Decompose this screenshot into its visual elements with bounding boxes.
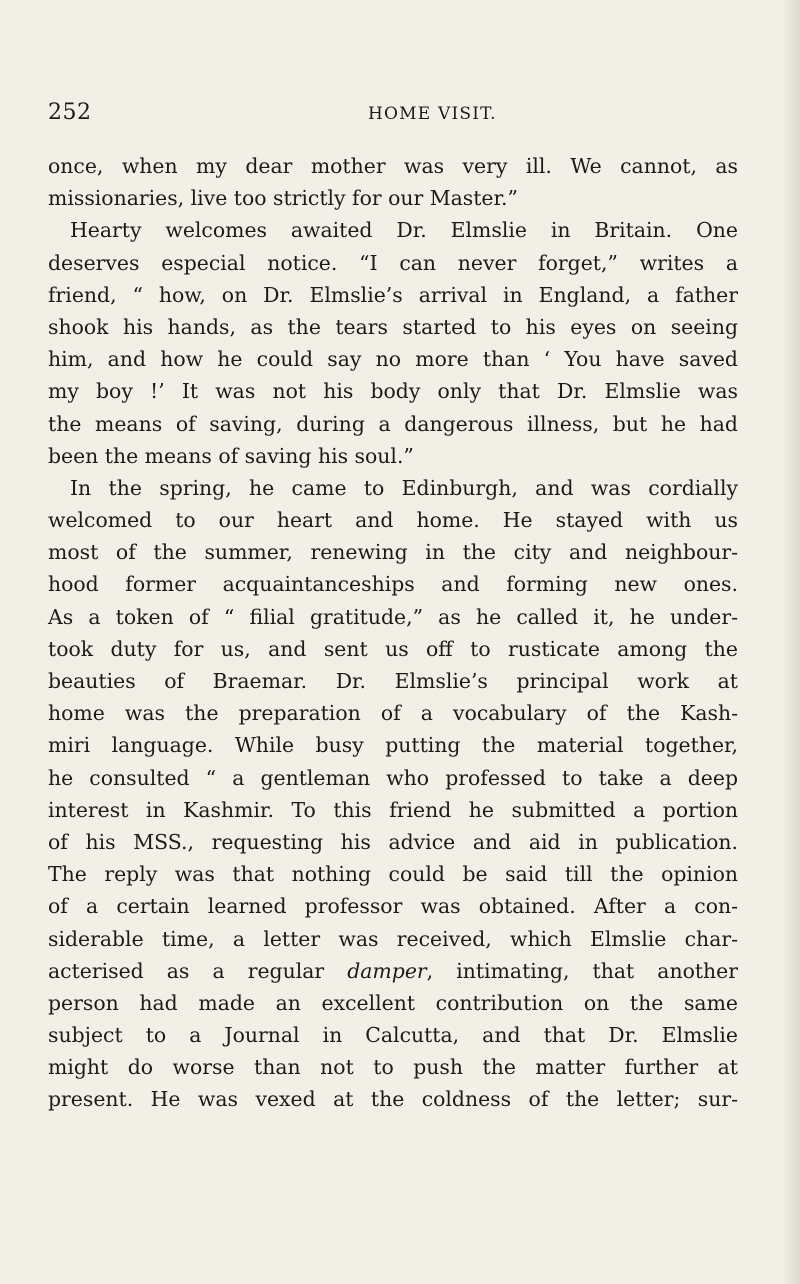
text-line: welcomed to our heart and home. He stayed with us [48,508,738,533]
running-header [48,100,738,132]
text-line: deserves especial notice. “I can never forget,” writes a [48,250,738,275]
text-line: might do worse than not to push the matter further at [48,1055,738,1080]
text-line: present. He was vexed at the coldness of the letter; sur- [48,1087,738,1112]
text-line: The reply was that nothing could be said till the opinion [48,862,738,887]
text-line: subject to a Journal in Calcutta, and that Dr. Elmslie [48,1023,738,1048]
text-line: Hearty welcomes awaited Dr. Elmslie in Britain. One [70,218,738,243]
text-line: most of the summer, renewing in the city and neighbour- [48,540,738,565]
text-line: of a certain learned professor was obtained. After a con- [48,894,738,919]
text-line: the means of saving, during a dangerous illness, but he had [48,411,738,436]
page-edge-shadow [782,0,800,1284]
italic-word: damper [347,958,427,983]
text-line: interest in Kashmir. To this friend he submitted a portion [48,797,738,822]
text-line: took duty for us, and sent us off to rusticate among the [48,636,738,661]
text-line: person had made an excellent contribution on the same [48,990,738,1015]
text-line: my boy !’ It was not his body only that Dr. Elmslie was [48,379,738,404]
page-number: 252 [48,100,92,125]
body-text [48,150,738,1116]
text-line: siderable time, a letter was received, which Elmslie char- [48,926,738,951]
text-segment: , intimating, that another [426,958,738,983]
text-line: shook his hands, as the tears started to his eyes on seeing [48,314,738,339]
text-line: miri language. While busy putting the material together, [48,733,738,758]
text-line: him, and how he could say no more than ‘ You have saved [48,347,738,372]
text-line: beauties of Braemar. Dr. Elmslie’s principal work at [48,669,738,693]
text-line: he consulted “ a gentleman who professed to take a deep [48,765,738,790]
text-line: missionaries, live too strictly for our Master.” [48,186,518,211]
running-title: HOME VISIT. [368,104,497,124]
text-line: once, when my dear mother was very ill. We cannot, as [48,154,738,178]
text-line: friend, “ how, on Dr. Elmslie’s arrival in England, a father [48,282,738,307]
text-line: been the means of saving his soul.” [48,443,414,468]
text-line: In the spring, he came to Edinburgh, and was cordially [70,475,738,500]
text-line-with-italic [48,955,738,987]
text-line: of his MSS., requesting his advice and aid in publication. [48,829,738,854]
text-segment: acterised as a regular [48,958,348,983]
text-line: hood former acquaintanceships and forming new ones. [48,572,738,597]
text-line: As a token of “ filial gratitude,” as he called it, he under- [48,604,738,629]
text-line: home was the preparation of a vocabulary of the Kash- [48,701,738,726]
